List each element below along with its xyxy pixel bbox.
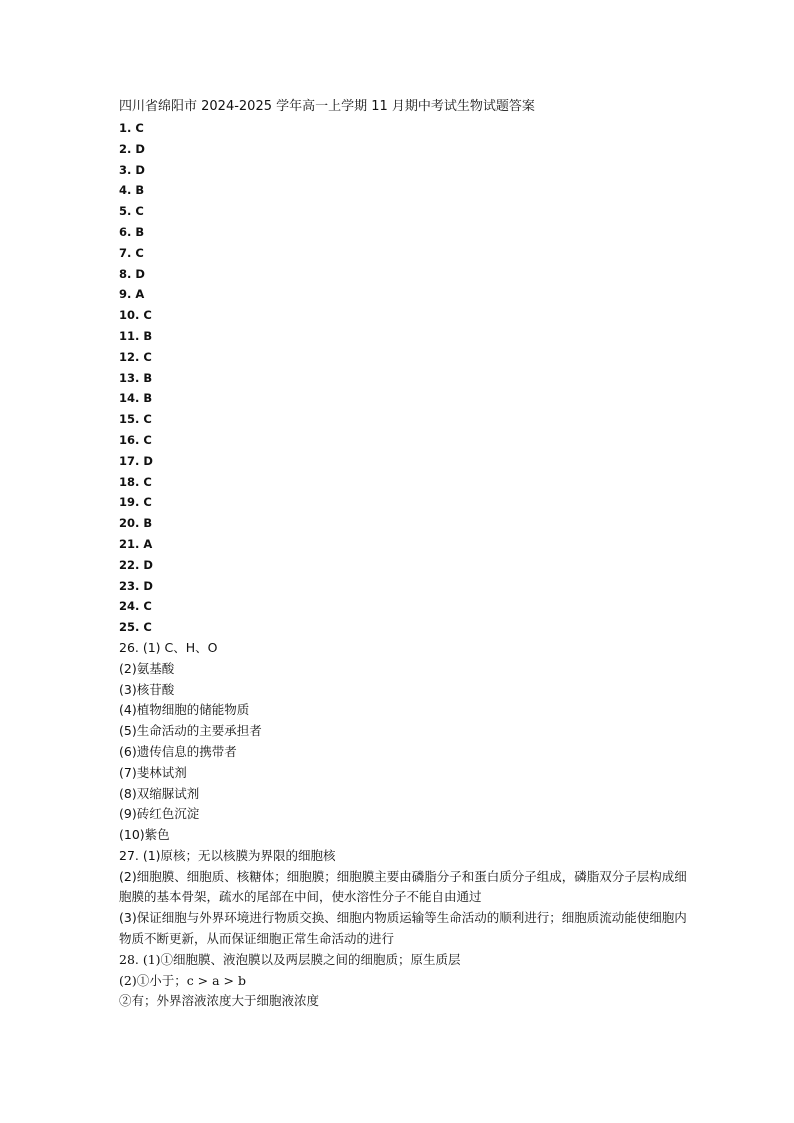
answer-letter: C: [143, 474, 152, 489]
choice-answer-row: [119, 326, 689, 347]
answer-letter: C: [143, 620, 152, 635]
answer-letter: C: [143, 432, 152, 447]
question-number: 11.: [119, 328, 140, 343]
q26-part-9: (9)砖红色沉淀: [119, 806, 200, 822]
choice-answer-row: [119, 264, 689, 285]
answer-letter: B: [135, 224, 145, 239]
choice-answer-row: [119, 201, 689, 222]
answer-letter: A: [135, 287, 145, 302]
q28-part-2: (2)①小于；c > a > b: [119, 972, 247, 988]
question-number: 17.: [119, 453, 140, 468]
q26-part-3: (3)核苷酸: [119, 681, 175, 697]
q26-part-10: (10)紫色: [119, 827, 170, 843]
answer-letter: C: [143, 412, 152, 427]
question-number: 24.: [119, 599, 140, 614]
q27-part-3: (3)保证细胞与外界环境进行物质交换、细胞内物质运输等生命活动的顺利进行；细胞质流动能使细胞内物质不断更新，从而保证细胞正常生命活动的进行: [119, 910, 687, 947]
q26-part-1: 26. (1) C、H、O: [119, 639, 218, 655]
q26-part-8: (8)双缩脲试剂: [119, 785, 200, 801]
answer-letter: B: [135, 183, 145, 198]
question-number: 19.: [119, 495, 140, 510]
answer-letter: B: [143, 370, 153, 385]
question-number: 13.: [119, 370, 140, 385]
choice-answer-row: [119, 388, 689, 409]
question-number: 10.: [119, 308, 140, 323]
answer-letter: B: [143, 391, 153, 406]
question-number: 18.: [119, 474, 140, 489]
choice-answer-row: [119, 430, 689, 451]
q26-part-2: (2)氨基酸: [119, 660, 175, 676]
answer-letter: D: [135, 141, 145, 156]
answer-letter: C: [135, 204, 144, 219]
question-number: 4.: [119, 183, 132, 198]
document-title: 四川省绵阳市 2024-2025 学年高一上学期 11 月期中考试生物试题答案: [119, 99, 535, 114]
answer-document: [119, 96, 689, 1012]
question-number: 3.: [119, 162, 132, 177]
question-number: 12.: [119, 349, 140, 364]
answer-letter: C: [135, 245, 144, 260]
question-number: 14.: [119, 391, 140, 406]
q28-part-1: 28. (1)①细胞膜、液泡膜以及两层膜之间的细胞质；原生质层: [119, 951, 461, 967]
q27-part-1: 27. (1)原核；无以核膜为界限的细胞核: [119, 847, 336, 863]
choice-answer-row: [119, 409, 689, 430]
choice-answer-list: [119, 118, 689, 638]
answer-letter: B: [143, 516, 153, 531]
answer-letter: D: [135, 266, 145, 281]
choice-answer-row: [119, 617, 689, 638]
choice-answer-row: [119, 305, 689, 326]
answer-letter: C: [143, 349, 152, 364]
answer-letter: D: [143, 557, 153, 572]
question-number: 22.: [119, 557, 140, 572]
answer-letter: D: [143, 453, 153, 468]
answer-letter: A: [143, 536, 153, 551]
choice-answer-row: [119, 222, 689, 243]
question-number: 25.: [119, 620, 140, 635]
question-number: 6.: [119, 224, 132, 239]
choice-answer-row: [119, 472, 689, 493]
answer-letter: D: [143, 578, 153, 593]
choice-answer-row: [119, 160, 689, 181]
question-number: 9.: [119, 287, 132, 302]
question-number: 8.: [119, 266, 132, 281]
choice-answer-row: [119, 139, 689, 160]
q28-part-3: ②有；外界溶液浓度大于细胞液浓度: [119, 993, 320, 1009]
question-number: 2.: [119, 141, 132, 156]
question-number: 1.: [119, 121, 132, 135]
choice-answer-row: [119, 513, 689, 534]
answer-letter: D: [135, 162, 145, 177]
q26-part-6: (6)遗传信息的携带者: [119, 743, 237, 759]
choice-answer-row: [119, 451, 689, 472]
choice-answer-row: [119, 284, 689, 305]
choice-answer-row: [119, 118, 689, 139]
choice-answer-row: [119, 243, 689, 264]
answer-letter: C: [135, 121, 144, 135]
question-number: 23.: [119, 578, 140, 593]
question-number: 15.: [119, 412, 140, 427]
choice-answer-row: [119, 596, 689, 617]
choice-answer-row: [119, 555, 689, 576]
question-number: 5.: [119, 204, 132, 219]
answer-letter: C: [143, 495, 152, 510]
choice-answer-row: [119, 368, 689, 389]
answer-letter: B: [143, 328, 153, 343]
choice-answer-row: [119, 576, 689, 597]
question-number: 21.: [119, 536, 140, 551]
q26-part-4: (4)植物细胞的储能物质: [119, 702, 250, 718]
answer-letter: C: [143, 308, 152, 323]
q26-part-7: (7)斐林试剂: [119, 764, 187, 780]
choice-answer-row: [119, 180, 689, 201]
question-number: 16.: [119, 432, 140, 447]
q26-part-5: (5)生命活动的主要承担者: [119, 723, 262, 739]
question-number: 20.: [119, 516, 140, 531]
choice-answer-row: [119, 534, 689, 555]
q27-part-2: (2)细胞膜、细胞质、核糖体；细胞膜；细胞膜主要由磷脂分子和蛋白质分子组成，磷脂双分子层构成细胞膜的基本骨架，疏水的尾部在中间，使水溶性分子不能自由通过: [119, 868, 687, 905]
question-number: 7.: [119, 245, 132, 260]
answer-letter: C: [143, 599, 152, 614]
choice-answer-row: [119, 492, 689, 513]
choice-answer-row: [119, 347, 689, 368]
